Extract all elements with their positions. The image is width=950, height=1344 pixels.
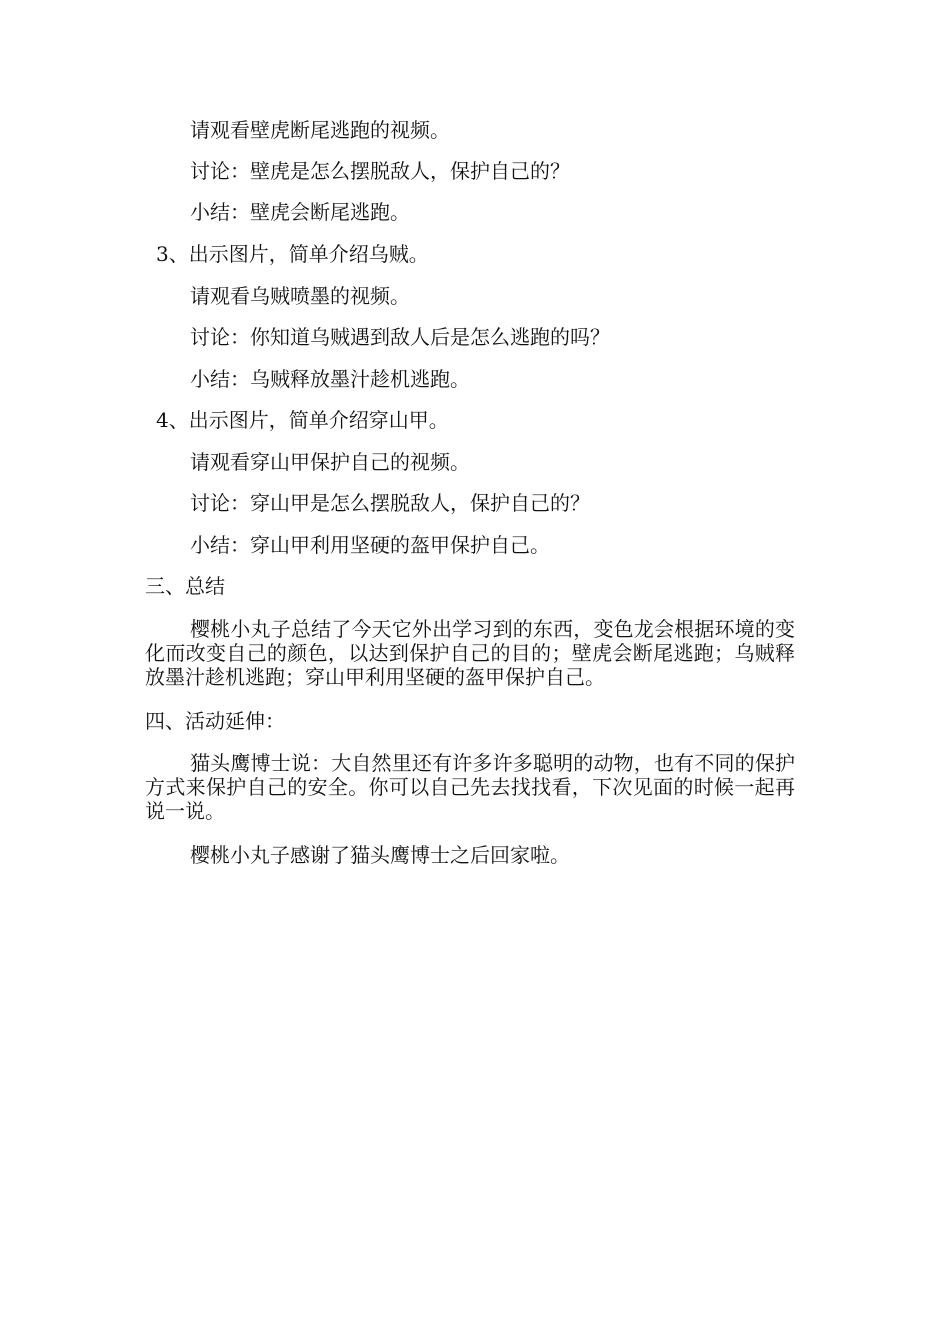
summary-paragraph: 樱桃小丸子总结了今天它外出学习到的东西，变色龙会根据环境的变化而改变自己的颜色，以达到保护自己的目的；壁虎会断尾逃跑；乌贼释放墨汁趁机逃跑；穿山甲利用坚硬的盔甲保护自己。	[145, 617, 795, 689]
closing-paragraph: 樱桃小丸子感谢了猫头鹰博士之后回家啦。	[190, 843, 570, 867]
section-summary-heading: 三、总结	[145, 574, 225, 598]
squid-summary-line: 小结：乌贼释放墨汁趁机逃跑。	[190, 367, 470, 391]
gecko-summary-line: 小结：壁虎会断尾逃跑。	[190, 200, 410, 224]
pangolin-summary-line: 小结：穿山甲利用坚硬的盔甲保护自己。	[190, 533, 550, 557]
pangolin-discussion-line: 讨论：穿山甲是怎么摆脱敌人，保护自己的？	[190, 491, 590, 515]
squid-video-line: 请观看乌贼喷墨的视频。	[190, 284, 410, 308]
gecko-video-line: 请观看壁虎断尾逃跑的视频。	[190, 118, 450, 142]
squid-discussion-line: 讨论：你知道乌贼遇到敌人后是怎么逃跑的吗？	[190, 325, 610, 349]
pangolin-item-heading: 4、出示图片，简单介绍穿山甲。	[156, 408, 449, 432]
gecko-discussion-line: 讨论：壁虎是怎么摆脱敌人，保护自己的？	[190, 159, 570, 183]
squid-item-heading: 3、出示图片，简单介绍乌贼。	[156, 242, 429, 266]
section-extension-heading: 四、活动延伸：	[145, 709, 285, 733]
pangolin-video-line: 请观看穿山甲保护自己的视频。	[190, 450, 470, 474]
extension-paragraph: 猫头鹰博士说：大自然里还有许多许多聪明的动物，也有不同的保护方式来保护自己的安全。你可以自己先去找找看，下次见面的时候一起再说一说。	[145, 751, 795, 823]
